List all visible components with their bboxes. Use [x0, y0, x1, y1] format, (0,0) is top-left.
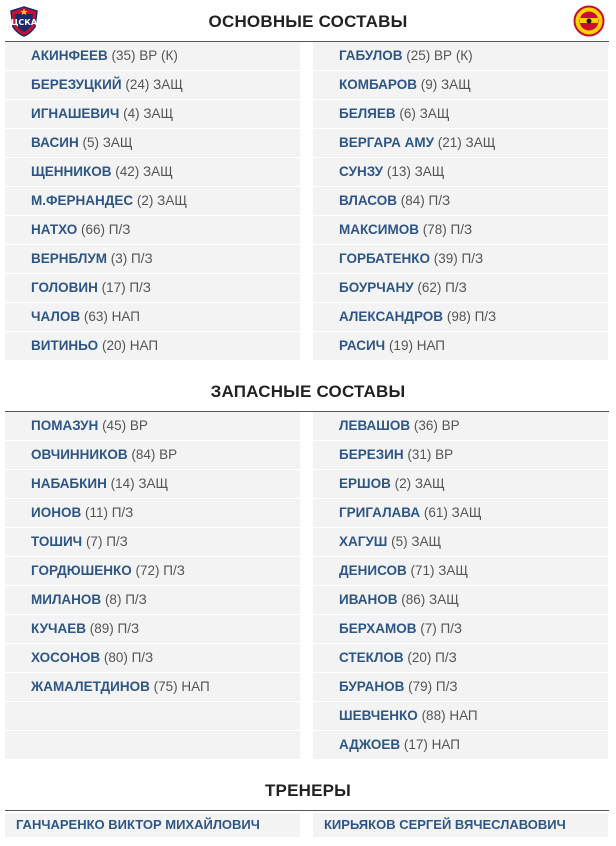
player-number-position: (21) ЗАЩ [437, 135, 496, 150]
player-number-position: (24) ЗАЩ [125, 77, 183, 92]
player-row [313, 586, 608, 614]
player-number-position: (36) ВР [413, 418, 460, 433]
player-row [5, 499, 300, 527]
player-name[interactable]: СУНЗУ [339, 164, 384, 179]
player-name[interactable]: БЕРЕЗИН [339, 447, 404, 462]
player-row [313, 644, 608, 672]
player-name[interactable]: ХАГУШ [339, 534, 388, 549]
player-name[interactable]: ЛЕВАШОВ [339, 418, 411, 433]
player-row [313, 673, 608, 701]
player-number-position: (4) ЗАЩ [123, 106, 174, 121]
away-subs-lineup [313, 412, 608, 760]
player-number-position: (80) П/З [103, 650, 154, 665]
player-row [313, 274, 608, 302]
player-name[interactable]: М.ФЕРНАНДЕС [31, 193, 134, 208]
player-name[interactable]: МИЛАНОВ [31, 592, 102, 607]
player-name[interactable]: МАКСИМОВ [339, 222, 420, 237]
away-main-lineup [313, 42, 608, 361]
player-number-position: (84) П/З [400, 193, 451, 208]
player-row [313, 332, 608, 360]
player-number-position: (20) П/З [407, 650, 457, 665]
player-name[interactable]: БОУРЧАНУ [339, 280, 414, 295]
player-row [5, 332, 300, 360]
player-row [5, 702, 300, 730]
player-name[interactable]: БЕРЕЗУЦКИЙ [31, 77, 122, 92]
player-number-position: (61) ЗАЩ [423, 505, 482, 520]
player-number-position: (42) ЗАЩ [115, 164, 173, 179]
player-name[interactable]: ВЕРГАРА АМУ [339, 135, 435, 150]
away-coach-cell [313, 813, 608, 837]
subs-header [0, 362, 616, 412]
player-row [313, 615, 608, 643]
player-name[interactable]: ГОРДЮШЕНКО [31, 563, 132, 578]
player-number-position: (2) ЗАЩ [394, 476, 445, 491]
player-number-position: (5) ЗАЩ [391, 534, 442, 549]
home-main-lineup [5, 42, 300, 361]
player-row [313, 528, 608, 556]
player-number-position: (9) ЗАЩ [420, 77, 471, 92]
player-name[interactable]: ГРИГАЛАВА [339, 505, 421, 520]
player-name[interactable]: АДЖОЕВ [339, 737, 401, 752]
player-name[interactable]: ГОРБАТЕНКО [339, 251, 430, 266]
player-name[interactable]: ЖАМАЛЕТДИНОВ [31, 679, 150, 694]
player-row [5, 245, 300, 273]
player-row [5, 615, 300, 643]
player-number-position: (88) НАП [421, 708, 478, 723]
player-row [5, 303, 300, 331]
player-number-position: (7) П/З [420, 621, 463, 636]
player-row [5, 129, 300, 157]
player-number-position: (20) НАП [101, 338, 159, 353]
player-number-position: (89) П/З [89, 621, 140, 636]
player-name[interactable]: КОМБАРОВ [339, 77, 418, 92]
player-name[interactable]: ДЕНИСОВ [339, 563, 407, 578]
player-name[interactable]: КУЧАЕВ [31, 621, 86, 636]
home-coach-name[interactable]: ГАНЧАРЕНКО ВИКТОР МИХАЙЛОВИЧ [5, 813, 300, 837]
player-name[interactable]: АКИНФЕЕВ [31, 48, 108, 63]
player-number-position: (35) ВР (К) [111, 48, 178, 63]
main-lineups-title: ОСНОВНЫЕ СОСТАВЫ [208, 12, 408, 31]
player-name[interactable]: ХОСОНОВ [31, 650, 101, 665]
player-row [313, 557, 608, 585]
player-number-position: (5) ЗАЩ [82, 135, 133, 150]
player-number-position: (78) П/З [422, 222, 473, 237]
player-number-position: (79) П/З [408, 679, 458, 694]
player-number-position: (31) ВР [407, 447, 454, 462]
player-row [5, 412, 300, 440]
player-row [313, 42, 608, 70]
player-row [5, 557, 300, 585]
player-row [5, 528, 300, 556]
player-row [313, 100, 608, 128]
player-name[interactable]: ИГНАШЕВИЧ [31, 106, 120, 121]
player-row [313, 71, 608, 99]
player-name[interactable]: ШЕВЧЕНКО [339, 708, 418, 723]
player-number-position: (19) НАП [388, 338, 446, 353]
player-row [313, 702, 608, 730]
player-row [5, 441, 300, 469]
coaches-header [0, 761, 616, 811]
player-name[interactable]: ГОЛОВИН [31, 280, 98, 295]
player-row [313, 412, 608, 440]
player-row [5, 673, 300, 701]
player-row [5, 586, 300, 614]
home-subs-lineup [5, 412, 300, 760]
player-number-position: (62) П/З [417, 280, 467, 295]
player-row [313, 187, 608, 215]
player-number-position: (98) П/З [446, 309, 497, 324]
player-name[interactable]: НАБАБКИН [31, 476, 107, 491]
player-row [5, 216, 300, 244]
player-row [5, 187, 300, 215]
player-number-position: (8) П/З [104, 592, 147, 607]
player-name[interactable]: ПОМАЗУН [31, 418, 99, 433]
player-name[interactable]: АЛЕКСАНДРОВ [339, 309, 444, 324]
player-number-position: (6) ЗАЩ [399, 106, 450, 121]
player-name[interactable]: ЕРШОВ [339, 476, 391, 491]
player-row [5, 158, 300, 186]
player-number-position: (13) ЗАЩ [386, 164, 445, 179]
player-name[interactable]: БЕЛЯЕВ [339, 106, 396, 121]
player-number-position: (39) П/З [433, 251, 484, 266]
player-row [5, 100, 300, 128]
player-name[interactable]: ВЛАСОВ [339, 193, 397, 208]
player-name[interactable]: ИВАНОВ [339, 592, 398, 607]
player-number-position: (17) П/З [101, 280, 151, 295]
away-coach-name[interactable]: КИРЬЯКОВ СЕРГЕЙ ВЯЧЕСЛАВОВИЧ [313, 813, 608, 837]
player-row [313, 216, 608, 244]
player-row [5, 42, 300, 70]
player-number-position: (86) ЗАЩ [401, 592, 459, 607]
player-number-position: (63) НАП [83, 309, 140, 324]
player-name[interactable]: ГАБУЛОВ [339, 48, 403, 63]
player-row [313, 158, 608, 186]
player-row [5, 71, 300, 99]
player-number-position: (2) ЗАЩ [136, 193, 187, 208]
player-name[interactable]: ТОШИЧ [31, 534, 83, 549]
player-row [5, 470, 300, 498]
player-row [313, 303, 608, 331]
player-name[interactable]: ВАСИН [31, 135, 79, 150]
player-row [313, 245, 608, 273]
player-row [5, 731, 300, 759]
player-number-position: (71) ЗАЩ [410, 563, 469, 578]
player-row [5, 644, 300, 672]
main-lineups-header [0, 0, 616, 42]
player-number-position: (75) НАП [153, 679, 210, 694]
player-number-position: (11) П/З [84, 505, 134, 520]
player-number-position: (14) ЗАЩ [110, 476, 169, 491]
player-name[interactable]: БУРАНОВ [339, 679, 405, 694]
player-row [313, 499, 608, 527]
player-name[interactable]: ЧАЛОВ [31, 309, 81, 324]
player-name[interactable]: ВИТИНЬО [31, 338, 99, 353]
player-name[interactable]: НАТХО [31, 222, 78, 237]
player-name[interactable]: ОВЧИННИКОВ [31, 447, 128, 462]
svg-text:ЦСКА: ЦСКА [10, 18, 38, 27]
player-name[interactable]: БЕРХАМОВ [339, 621, 417, 636]
player-name[interactable]: ИОНОВ [31, 505, 82, 520]
player-number-position: (72) П/З [135, 563, 185, 578]
player-name[interactable]: ЩЕННИКОВ [31, 164, 112, 179]
player-number-position: (45) ВР [102, 418, 148, 433]
coaches-title: ТРЕНЕРЫ [264, 781, 352, 800]
player-row [313, 470, 608, 498]
coaches-divider [5, 810, 609, 811]
player-row [5, 274, 300, 302]
subs-title: ЗАПАСНЫЕ СОСТАВЫ [210, 382, 406, 401]
player-row [313, 731, 608, 759]
player-name[interactable]: СТЕКЛОВ [339, 650, 404, 665]
player-number-position: (17) НАП [403, 737, 460, 752]
player-row [313, 441, 608, 469]
home-coach-cell [5, 813, 300, 837]
player-number-position: (3) П/З [110, 251, 153, 266]
player-number-position: (7) П/З [85, 534, 128, 549]
player-row [313, 129, 608, 157]
player-number-position: (25) ВР (К) [406, 48, 473, 63]
player-number-position: (84) ВР [131, 447, 178, 462]
player-name[interactable]: РАСИЧ [339, 338, 386, 353]
player-name[interactable]: ВЕРНБЛУМ [31, 251, 107, 266]
player-number-position: (66) П/З [81, 222, 131, 237]
